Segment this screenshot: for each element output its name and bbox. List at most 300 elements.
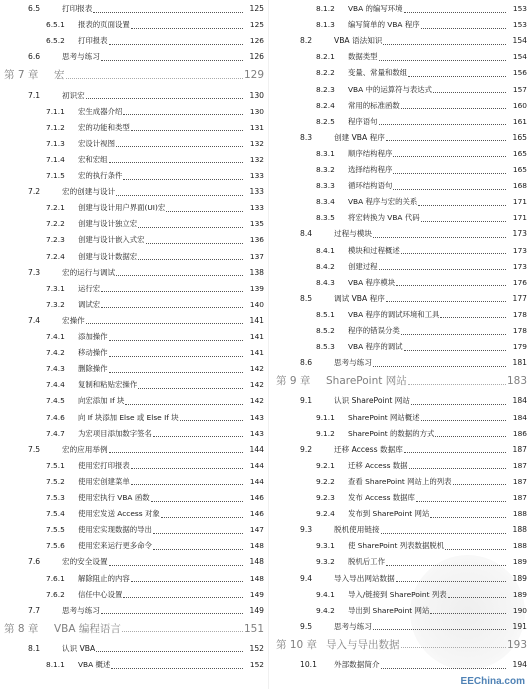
dot-leader <box>101 290 243 292</box>
dot-leader <box>131 580 243 582</box>
toc-entry[interactable] <box>316 491 527 505</box>
toc-entry[interactable] <box>316 66 527 80</box>
dot-leader <box>445 548 506 550</box>
toc-page-number: 153 <box>512 20 527 30</box>
toc-title: 打印报表 <box>62 4 93 13</box>
toc-page-number: 140 <box>249 299 264 309</box>
toc-number: 8.1.3 <box>316 20 335 30</box>
toc-entry[interactable] <box>316 340 527 354</box>
toc-page-number: 179 <box>512 342 527 352</box>
toc-number: 8.4.2 <box>316 261 335 271</box>
toc-entry[interactable] <box>316 195 527 209</box>
toc-entry[interactable] <box>46 346 264 360</box>
toc-page-number: 154 <box>512 52 527 62</box>
toc-entry[interactable] <box>28 604 264 618</box>
toc-entry[interactable] <box>46 153 264 167</box>
toc-page-number: 151 <box>243 622 264 635</box>
toc-entry[interactable] <box>300 523 527 537</box>
dot-leader <box>131 483 243 485</box>
toc-title: 使用宏发送 Access 对象 <box>78 509 160 519</box>
toc-title: 选择结构程序 <box>348 165 393 174</box>
toc-entry[interactable] <box>316 115 527 129</box>
toc-title: 导入/链接到 SharePoint 列表 <box>348 589 447 599</box>
toc-title: 使用宏实现数据的导出 <box>78 525 152 535</box>
toc-title: 宏的创建与设计 <box>62 187 116 197</box>
dot-leader <box>401 333 506 335</box>
dot-leader <box>416 500 506 502</box>
toc-page-number: 141 <box>249 332 264 341</box>
toc-number: 9.2 <box>300 444 313 454</box>
toc-page-number: 152 <box>249 643 264 653</box>
toc-entry[interactable] <box>316 163 527 177</box>
toc-page-number: 178 <box>512 326 527 335</box>
toc-number: 7.5.3 <box>46 493 65 502</box>
toc-title: 运行宏 <box>78 283 101 293</box>
toc-title: 创建与设计用户界面(UI)宏 <box>78 203 166 213</box>
toc-number: 6.5 <box>28 4 41 13</box>
toc-title: SharePoint 网站 <box>326 375 407 388</box>
toc-title: 复制和粘贴宏操作 <box>78 380 138 390</box>
toc-entry[interactable] <box>28 642 264 656</box>
toc-title: 创建与设计独立宏 <box>78 219 138 229</box>
dot-leader <box>408 383 506 385</box>
toc-number: 7.4.6 <box>46 412 65 422</box>
toc-entry[interactable] <box>28 555 264 569</box>
dot-leader <box>153 532 243 534</box>
toc-entry[interactable] <box>46 330 264 344</box>
toc-title: 使用宏打印报表 <box>78 460 130 470</box>
dot-leader <box>393 172 506 174</box>
dot-leader <box>401 646 506 648</box>
toc-title: 报表的页面设置 <box>78 20 130 30</box>
toc-title: 宏的安全设置 <box>62 557 108 567</box>
toc-number: 9.1.2 <box>316 428 335 438</box>
toc-entry[interactable] <box>28 314 264 328</box>
toc-number: 9.1.1 <box>316 412 335 422</box>
dot-leader <box>138 258 243 260</box>
dot-leader <box>373 365 506 367</box>
toc-number: 10.1 <box>300 660 317 669</box>
toc-title: 删除操作 <box>78 364 108 374</box>
toc-page-number: 190 <box>512 605 527 615</box>
toc-page-number: 126 <box>249 36 264 46</box>
toc-number: 8.3.2 <box>316 165 335 174</box>
toc-number: 6.6 <box>28 52 41 62</box>
toc-number: 8.1.2 <box>316 4 335 13</box>
toc-number: 8.3.1 <box>316 148 335 158</box>
toc-page-number: 138 <box>249 267 264 277</box>
toc-entry[interactable] <box>28 2 264 16</box>
toc-title: 添加操作 <box>78 332 108 341</box>
toc-entry[interactable] <box>46 523 264 537</box>
toc-entry[interactable] <box>316 99 527 113</box>
toc-number: 7.4 <box>28 315 41 325</box>
toc-title: VBA 程序的调试环境和工具 <box>348 309 440 319</box>
toc-page-number: 148 <box>249 557 264 567</box>
toc-page-number: 132 <box>249 154 264 164</box>
toc-entry[interactable] <box>316 50 527 64</box>
toc-page-number: 187 <box>512 444 527 454</box>
toc-number: 9.4.1 <box>316 589 335 599</box>
dot-leader <box>109 371 243 373</box>
dot-leader <box>109 451 243 453</box>
toc-number: 9.2.3 <box>316 493 335 502</box>
toc-entry[interactable] <box>46 411 264 425</box>
dot-leader <box>383 43 506 45</box>
toc-title: VBA 语法知识 <box>334 36 383 46</box>
toc-number: 7.2 <box>28 187 41 197</box>
dot-leader <box>101 612 243 614</box>
dot-leader <box>404 349 507 351</box>
toc-number: 8.3.3 <box>316 181 335 191</box>
toc-entry[interactable] <box>28 443 264 457</box>
dot-leader <box>109 339 243 341</box>
toc-number: 8.5 <box>300 293 313 303</box>
toc-title: 使 SharePoint 列表数据脱机 <box>348 541 445 551</box>
toc-entry[interactable] <box>316 211 527 225</box>
toc-page-number: 173 <box>512 229 527 239</box>
toc-number: 7.3.2 <box>46 299 65 309</box>
dot-leader <box>109 355 243 357</box>
dot-leader <box>404 451 506 453</box>
toc-title: 创建 VBA 程序 <box>334 132 385 142</box>
toc-number: 8.3 <box>300 132 313 142</box>
site-watermark: EEChina.com <box>460 676 525 687</box>
toc-title: 变量、常量和数组 <box>348 68 408 78</box>
toc-entry[interactable] <box>300 34 527 48</box>
toc-number: 6.5.2 <box>46 36 65 46</box>
toc-page-number: 142 <box>249 396 264 406</box>
toc-entry[interactable] <box>46 201 264 215</box>
toc-number: 9.2.4 <box>316 509 335 519</box>
toc-entry[interactable] <box>316 539 527 553</box>
toc-page-number: 183 <box>506 375 527 388</box>
toc-entry[interactable] <box>46 475 264 489</box>
toc-entry[interactable] <box>28 266 264 280</box>
toc-title: 外部数据简介 <box>334 660 380 669</box>
toc-page-number: 146 <box>249 509 264 519</box>
toc-number: 7.4.3 <box>46 364 65 374</box>
toc-chapter[interactable] <box>276 374 527 388</box>
toc-title: 过程与模块 <box>334 229 372 239</box>
toc-title: 创建与设计数据宏 <box>78 251 138 261</box>
toc-title: 信任中心设置 <box>78 589 123 599</box>
toc-entry[interactable] <box>300 572 527 586</box>
dot-leader <box>396 284 506 286</box>
dot-leader <box>66 77 243 79</box>
toc-entry[interactable] <box>46 507 264 521</box>
toc-title: 循环结构语句 <box>348 181 393 191</box>
toc-title: 向 If 块添加 Else 或 Else If 块 <box>78 412 179 422</box>
toc-entry[interactable] <box>46 105 264 119</box>
toc-page-number: 177 <box>512 293 527 303</box>
dot-leader <box>393 155 506 157</box>
toc-entry[interactable] <box>46 233 264 247</box>
toc-title: 编写简单的 VBA 程序 <box>348 20 420 30</box>
toc-page-number: 173 <box>512 261 527 271</box>
toc-page-number: 139 <box>249 283 264 293</box>
toc-title: 导出到 SharePoint 网站 <box>348 605 430 615</box>
dot-leader <box>381 532 506 534</box>
toc-title: 导入与导出数据 <box>326 638 400 651</box>
toc-number: 7.5.1 <box>46 460 65 470</box>
toc-number: 7.7 <box>28 605 41 615</box>
toc-number: 8.2.5 <box>316 116 335 126</box>
toc-entry[interactable] <box>28 50 264 64</box>
toc-title: SharePoint 的数据的方式 <box>348 428 435 438</box>
toc-number: 7.4.2 <box>46 348 65 358</box>
toc-page-number: 194 <box>512 660 527 669</box>
toc-entry[interactable] <box>28 185 264 199</box>
toc-page-number: 144 <box>249 444 264 454</box>
toc-page-number: 165 <box>512 148 527 158</box>
toc-page-number: 143 <box>249 412 264 422</box>
toc-chapter[interactable] <box>276 638 527 652</box>
toc-entry[interactable] <box>316 18 527 32</box>
toc-entry[interactable] <box>316 507 527 521</box>
toc-entry[interactable] <box>316 324 527 338</box>
dot-leader <box>440 316 506 318</box>
toc-entry[interactable] <box>46 217 264 231</box>
toc-title: 思考与练习 <box>334 621 372 631</box>
toc-number: 8.2 <box>300 36 313 46</box>
dot-leader <box>373 236 506 238</box>
toc-number: 8.4.1 <box>316 245 335 255</box>
dot-leader <box>93 11 243 13</box>
toc-entry[interactable] <box>316 411 527 425</box>
dot-leader <box>153 435 243 437</box>
toc-entry[interactable] <box>316 147 527 161</box>
toc-entry[interactable] <box>46 250 264 264</box>
toc-entry[interactable] <box>46 18 264 32</box>
toc-title: 常用的标准函数 <box>348 100 400 110</box>
dot-leader <box>131 129 243 131</box>
toc-number: 8.5.3 <box>316 342 335 352</box>
toc-entry[interactable] <box>316 427 527 441</box>
dot-leader <box>404 11 507 13</box>
toc-title: SharePoint 网站概述 <box>348 412 420 422</box>
dot-leader <box>448 596 506 598</box>
toc-entry[interactable] <box>46 539 264 553</box>
toc-number: 8.2.1 <box>316 52 335 62</box>
toc-page-number: 189 <box>512 589 527 599</box>
toc-page-number: 188 <box>512 525 527 535</box>
dot-leader <box>421 220 506 222</box>
toc-title: 程序语句 <box>348 116 378 126</box>
toc-entry[interactable] <box>46 491 264 505</box>
toc-page-number: 161 <box>512 116 527 126</box>
toc-entry[interactable] <box>316 308 527 322</box>
dot-leader <box>430 516 506 518</box>
toc-page-number: 144 <box>249 460 264 470</box>
toc-page-number: 132 <box>249 138 264 148</box>
toc-number: 9.3.2 <box>316 557 335 567</box>
toc-title: VBA 中的运算符与表达式 <box>348 84 433 94</box>
toc-number: 7.3 <box>28 267 41 277</box>
toc-page-number: 141 <box>249 348 264 358</box>
toc-entry[interactable] <box>300 394 527 408</box>
toc-entry[interactable] <box>46 169 264 183</box>
toc-page-number: 125 <box>249 20 264 30</box>
toc-page-number: 191 <box>512 621 527 631</box>
toc-title: 发布 Access 数据库 <box>348 493 415 502</box>
toc-entry[interactable] <box>46 572 264 586</box>
dot-leader <box>123 178 243 180</box>
toc-entry[interactable] <box>300 227 527 241</box>
toc-entry[interactable] <box>46 378 264 392</box>
toc-entry[interactable] <box>46 394 264 408</box>
toc-number: 7.5 <box>28 444 41 454</box>
toc-entry[interactable] <box>300 131 527 145</box>
toc-title: 为宏项目添加数字签名 <box>78 428 152 438</box>
dot-leader <box>381 667 506 669</box>
dot-leader <box>116 194 243 196</box>
toc-entry[interactable] <box>316 459 527 473</box>
toc-number: 8.1 <box>28 643 41 653</box>
dot-leader <box>393 188 506 190</box>
toc-number: 7.2.3 <box>46 235 65 245</box>
toc-entry[interactable] <box>316 83 527 97</box>
toc-chapter[interactable] <box>4 68 264 82</box>
toc-entry[interactable] <box>46 588 264 602</box>
toc-entry[interactable] <box>300 620 527 634</box>
toc-page-number: 149 <box>249 605 264 615</box>
toc-entry[interactable] <box>46 282 264 296</box>
toc-title: 使用宏创建菜单 <box>78 476 130 486</box>
toc-number: 第 9 章 <box>276 375 311 388</box>
toc-number: 7.6.2 <box>46 589 65 599</box>
toc-title: 认识 VBA <box>62 643 96 653</box>
toc-chapter[interactable] <box>4 622 264 636</box>
toc-number: 7.1.5 <box>46 171 65 180</box>
toc-entry[interactable] <box>46 459 264 473</box>
toc-page-number: 176 <box>512 277 527 287</box>
dot-leader <box>109 564 243 566</box>
dot-leader <box>418 204 506 206</box>
dot-leader <box>86 97 243 99</box>
dot-leader <box>101 306 243 308</box>
toc-page-number: 149 <box>249 589 264 599</box>
toc-entry[interactable] <box>46 121 264 135</box>
dot-leader <box>166 210 243 212</box>
toc-page-number: 147 <box>249 525 264 535</box>
toc-entry[interactable] <box>316 244 527 258</box>
toc-entry[interactable] <box>46 34 264 48</box>
toc-page-number: 152 <box>249 660 264 669</box>
toc-number: 6.5.1 <box>46 20 65 30</box>
toc-title: VBA 程序模块 <box>348 277 396 287</box>
toc-page-number: 141 <box>249 315 264 325</box>
toc-entry[interactable] <box>300 292 527 306</box>
toc-number: 9.5 <box>300 621 313 631</box>
toc-number: 7.6.1 <box>46 573 65 583</box>
dot-leader <box>409 467 506 469</box>
toc-title: 移动操作 <box>78 348 108 358</box>
toc-page-number: 130 <box>249 90 264 100</box>
toc-entry[interactable] <box>28 89 264 103</box>
toc-page-number: 173 <box>512 245 527 255</box>
dot-leader <box>109 161 243 163</box>
dot-leader <box>131 27 243 29</box>
toc-entry[interactable] <box>316 2 527 16</box>
toc-page-number: 171 <box>512 197 527 207</box>
dot-leader <box>123 113 243 115</box>
toc-title: 宏的运行与调试 <box>62 267 116 277</box>
toc-page-number: 144 <box>249 476 264 486</box>
dot-leader <box>125 403 243 405</box>
toc-number: 8.4.3 <box>316 277 335 287</box>
toc-page-number: 148 <box>249 573 264 583</box>
dot-leader <box>96 650 243 652</box>
toc-number: 7.4.7 <box>46 428 65 438</box>
toc-number: 8.1.1 <box>46 660 65 669</box>
toc-page-number: 130 <box>249 106 264 116</box>
dot-leader <box>386 564 506 566</box>
dot-leader <box>153 548 243 550</box>
toc-title: 查看 SharePoint 网站上的列表 <box>348 476 452 486</box>
toc-entry[interactable] <box>46 137 264 151</box>
dot-leader <box>386 139 506 141</box>
toc-entry[interactable] <box>46 427 264 441</box>
toc-page-number: 187 <box>512 476 527 486</box>
toc-title: 使用宏来运行更多命令 <box>78 541 152 551</box>
dot-leader <box>435 435 506 437</box>
toc-page-number: 184 <box>512 412 527 422</box>
toc-entry[interactable] <box>46 362 264 376</box>
toc-entry[interactable] <box>300 356 527 370</box>
dot-leader <box>453 483 506 485</box>
toc-entry[interactable] <box>316 555 527 569</box>
dot-leader <box>86 322 243 324</box>
toc-page-number: 189 <box>512 573 527 583</box>
toc-entry[interactable] <box>46 298 264 312</box>
toc-entry[interactable] <box>46 658 264 672</box>
toc-entry[interactable] <box>300 658 527 672</box>
toc-entry[interactable] <box>316 179 527 193</box>
toc-page-number: 133 <box>249 187 264 197</box>
toc-number: 7.4.4 <box>46 380 65 390</box>
toc-entry[interactable] <box>300 443 527 457</box>
toc-page-number: 165 <box>512 132 527 142</box>
toc-title: 发布到 SharePoint 网站 <box>348 509 430 519</box>
toc-title: 将宏转换为 VBA 代码 <box>348 213 420 223</box>
toc-number: 7.4.1 <box>46 332 65 341</box>
toc-entry[interactable] <box>316 588 527 602</box>
toc-entry[interactable] <box>316 276 527 290</box>
toc-entry[interactable] <box>316 475 527 489</box>
toc-number: 8.2.4 <box>316 100 335 110</box>
toc-page-number: 142 <box>249 380 264 390</box>
toc-number: 7.5.5 <box>46 525 65 535</box>
toc-page-number: 156 <box>512 68 527 78</box>
toc-page-number: 189 <box>512 557 527 567</box>
toc-page-number: 135 <box>249 219 264 229</box>
toc-page-number: 160 <box>512 100 527 110</box>
toc-number: 8.5.2 <box>316 326 335 335</box>
toc-number: 9.4.2 <box>316 605 335 615</box>
toc-number: 8.5.1 <box>316 309 335 319</box>
toc-entry[interactable] <box>316 604 527 618</box>
toc-page-number: 168 <box>512 181 527 191</box>
toc-entry[interactable] <box>316 260 527 274</box>
toc-title: 创建与设计嵌入式宏 <box>78 235 145 245</box>
dot-leader <box>401 252 506 254</box>
toc-number: 9.1 <box>300 396 313 406</box>
toc-title: 宏设计视图 <box>78 138 115 148</box>
dot-leader <box>430 612 506 614</box>
toc-number: 第 8 章 <box>4 622 39 635</box>
toc-title: VBA 概述 <box>78 660 111 669</box>
